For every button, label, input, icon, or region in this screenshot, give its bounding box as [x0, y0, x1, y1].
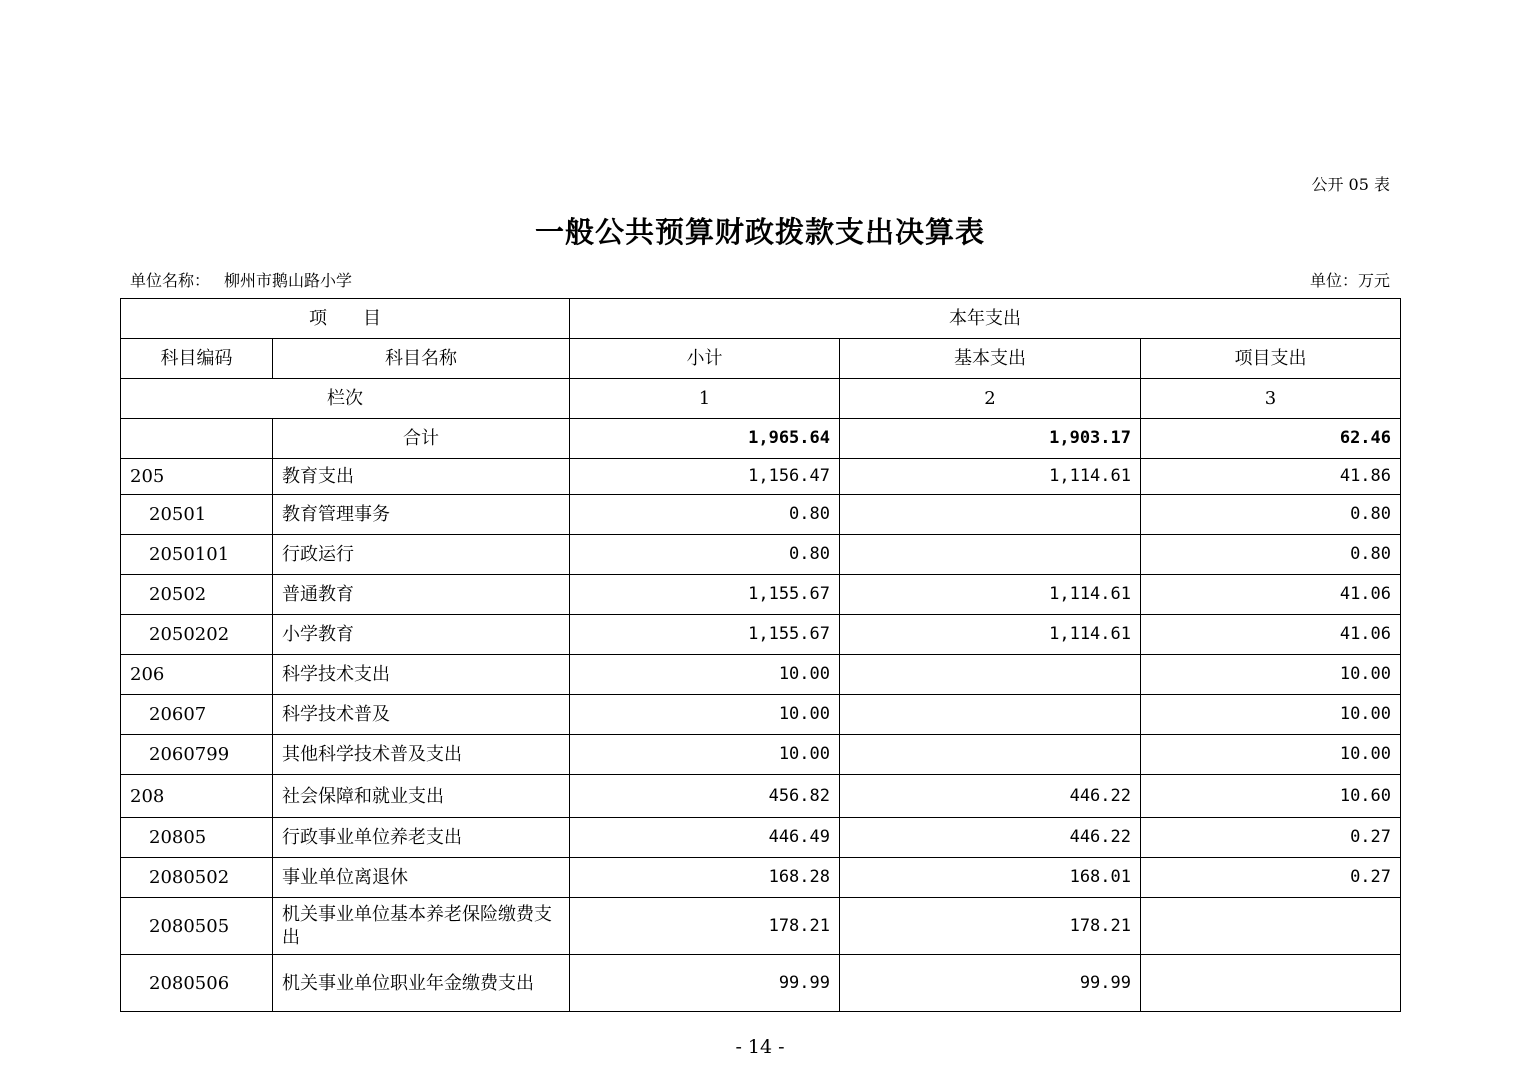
- row-code: 208: [121, 775, 273, 818]
- table-row: [121, 575, 1401, 615]
- unit-label: 单位：万元: [1309, 271, 1390, 290]
- row-project: 41.86: [1141, 459, 1401, 495]
- header-code: 科目编码: [121, 339, 273, 379]
- total-label: 合计: [273, 419, 570, 459]
- row-project: 41.06: [1141, 615, 1401, 655]
- row-project: 10.00: [1141, 735, 1401, 775]
- header-basic: 基本支出: [840, 339, 1141, 379]
- row-name: 机关事业单位基本养老保险缴费支出: [273, 898, 570, 955]
- row-code: 2060799: [121, 735, 273, 775]
- total-row: [121, 419, 1401, 459]
- row-basic: 99.99: [840, 955, 1141, 1012]
- row-name: 科学技术支出: [273, 655, 570, 695]
- total-subtotal: 1,965.64: [570, 419, 840, 459]
- row-basic: [840, 655, 1141, 695]
- table-row: [121, 898, 1401, 955]
- row-project: [1141, 955, 1401, 1012]
- row-code: 2080502: [121, 858, 273, 898]
- row-code: 20502: [121, 575, 273, 615]
- header-project: 项目支出: [1141, 339, 1401, 379]
- row-name: 事业单位离退休: [273, 858, 570, 898]
- row-project: [1141, 898, 1401, 955]
- row-basic: 1,114.61: [840, 575, 1141, 615]
- row-subtotal: 1,155.67: [570, 575, 840, 615]
- row-code: 20805: [121, 818, 273, 858]
- total-basic: 1,903.17: [840, 419, 1141, 459]
- row-name: 科学技术普及: [273, 695, 570, 735]
- unit-name-value: 柳州市鹅山路小学: [224, 271, 353, 290]
- row-project: 0.27: [1141, 818, 1401, 858]
- row-subtotal: 0.80: [570, 535, 840, 575]
- table-row: [121, 535, 1401, 575]
- row-code: 2050101: [121, 535, 273, 575]
- table-row: [121, 615, 1401, 655]
- column-number-2: 2: [840, 379, 1141, 419]
- table-row: [121, 459, 1401, 495]
- header-year-expense: 本年支出: [570, 299, 1401, 339]
- row-project: 0.27: [1141, 858, 1401, 898]
- row-basic: 446.22: [840, 775, 1141, 818]
- table-row: [121, 858, 1401, 898]
- row-subtotal: 178.21: [570, 898, 840, 955]
- row-code: 2080505: [121, 898, 273, 955]
- row-basic: [840, 495, 1141, 535]
- row-subtotal: 168.28: [570, 858, 840, 898]
- row-basic: 446.22: [840, 818, 1141, 858]
- header-row-1: [121, 299, 1401, 339]
- total-code: [121, 419, 273, 459]
- row-project: 10.60: [1141, 775, 1401, 818]
- row-subtotal: 446.49: [570, 818, 840, 858]
- row-name: 教育支出: [273, 459, 570, 495]
- row-subtotal: 99.99: [570, 955, 840, 1012]
- row-basic: [840, 695, 1141, 735]
- row-name: 其他科学技术普及支出: [273, 735, 570, 775]
- row-subtotal: 1,156.47: [570, 459, 840, 495]
- header-row-2: [121, 339, 1401, 379]
- total-project: 62.46: [1141, 419, 1401, 459]
- row-basic: 1,114.61: [840, 459, 1141, 495]
- row-basic: [840, 535, 1141, 575]
- row-name: 行政事业单位养老支出: [273, 818, 570, 858]
- column-number-label: 栏次: [121, 379, 570, 419]
- row-name: 机关事业单位职业年金缴费支出: [273, 955, 570, 1012]
- row-basic: 1,114.61: [840, 615, 1141, 655]
- row-code: 20501: [121, 495, 273, 535]
- column-number-row: [121, 379, 1401, 419]
- row-code: 206: [121, 655, 273, 695]
- table-row: [121, 495, 1401, 535]
- row-subtotal: 10.00: [570, 695, 840, 735]
- row-subtotal: 10.00: [570, 655, 840, 695]
- header-item: 项 目: [121, 299, 570, 339]
- table-row: [121, 655, 1401, 695]
- form-code: 公开 05 表: [1311, 175, 1390, 194]
- unit-name-label: 单位名称：: [130, 271, 211, 290]
- header-subtotal: 小计: [570, 339, 840, 379]
- row-subtotal: 0.80: [570, 495, 840, 535]
- row-name: 教育管理事务: [273, 495, 570, 535]
- table-row: [121, 775, 1401, 818]
- column-number-1: 1: [570, 379, 840, 419]
- header-name: 科目名称: [273, 339, 570, 379]
- column-number-3: 3: [1141, 379, 1401, 419]
- row-name: 社会保障和就业支出: [273, 775, 570, 818]
- row-project: 0.80: [1141, 495, 1401, 535]
- row-code: 205: [121, 459, 273, 495]
- page-number: - 14 -: [735, 1036, 785, 1058]
- table-row: [121, 955, 1401, 1012]
- row-name: 普通教育: [273, 575, 570, 615]
- unit-name-line: [130, 268, 352, 291]
- row-subtotal: 456.82: [570, 775, 840, 818]
- row-code: 2050202: [121, 615, 273, 655]
- row-basic: 168.01: [840, 858, 1141, 898]
- row-name: 行政运行: [273, 535, 570, 575]
- table-row: [121, 818, 1401, 858]
- page-title: 一般公共预算财政拨款支出决算表: [534, 215, 985, 249]
- row-project: 10.00: [1141, 655, 1401, 695]
- row-basic: [840, 735, 1141, 775]
- row-subtotal: 1,155.67: [570, 615, 840, 655]
- table-row: [121, 695, 1401, 735]
- table-row: [121, 735, 1401, 775]
- row-project: 10.00: [1141, 695, 1401, 735]
- row-project: 0.80: [1141, 535, 1401, 575]
- row-code: 2080506: [121, 955, 273, 1012]
- expense-table: [120, 298, 1401, 1012]
- row-name: 小学教育: [273, 615, 570, 655]
- row-code: 20607: [121, 695, 273, 735]
- row-basic: 178.21: [840, 898, 1141, 955]
- row-subtotal: 10.00: [570, 735, 840, 775]
- row-project: 41.06: [1141, 575, 1401, 615]
